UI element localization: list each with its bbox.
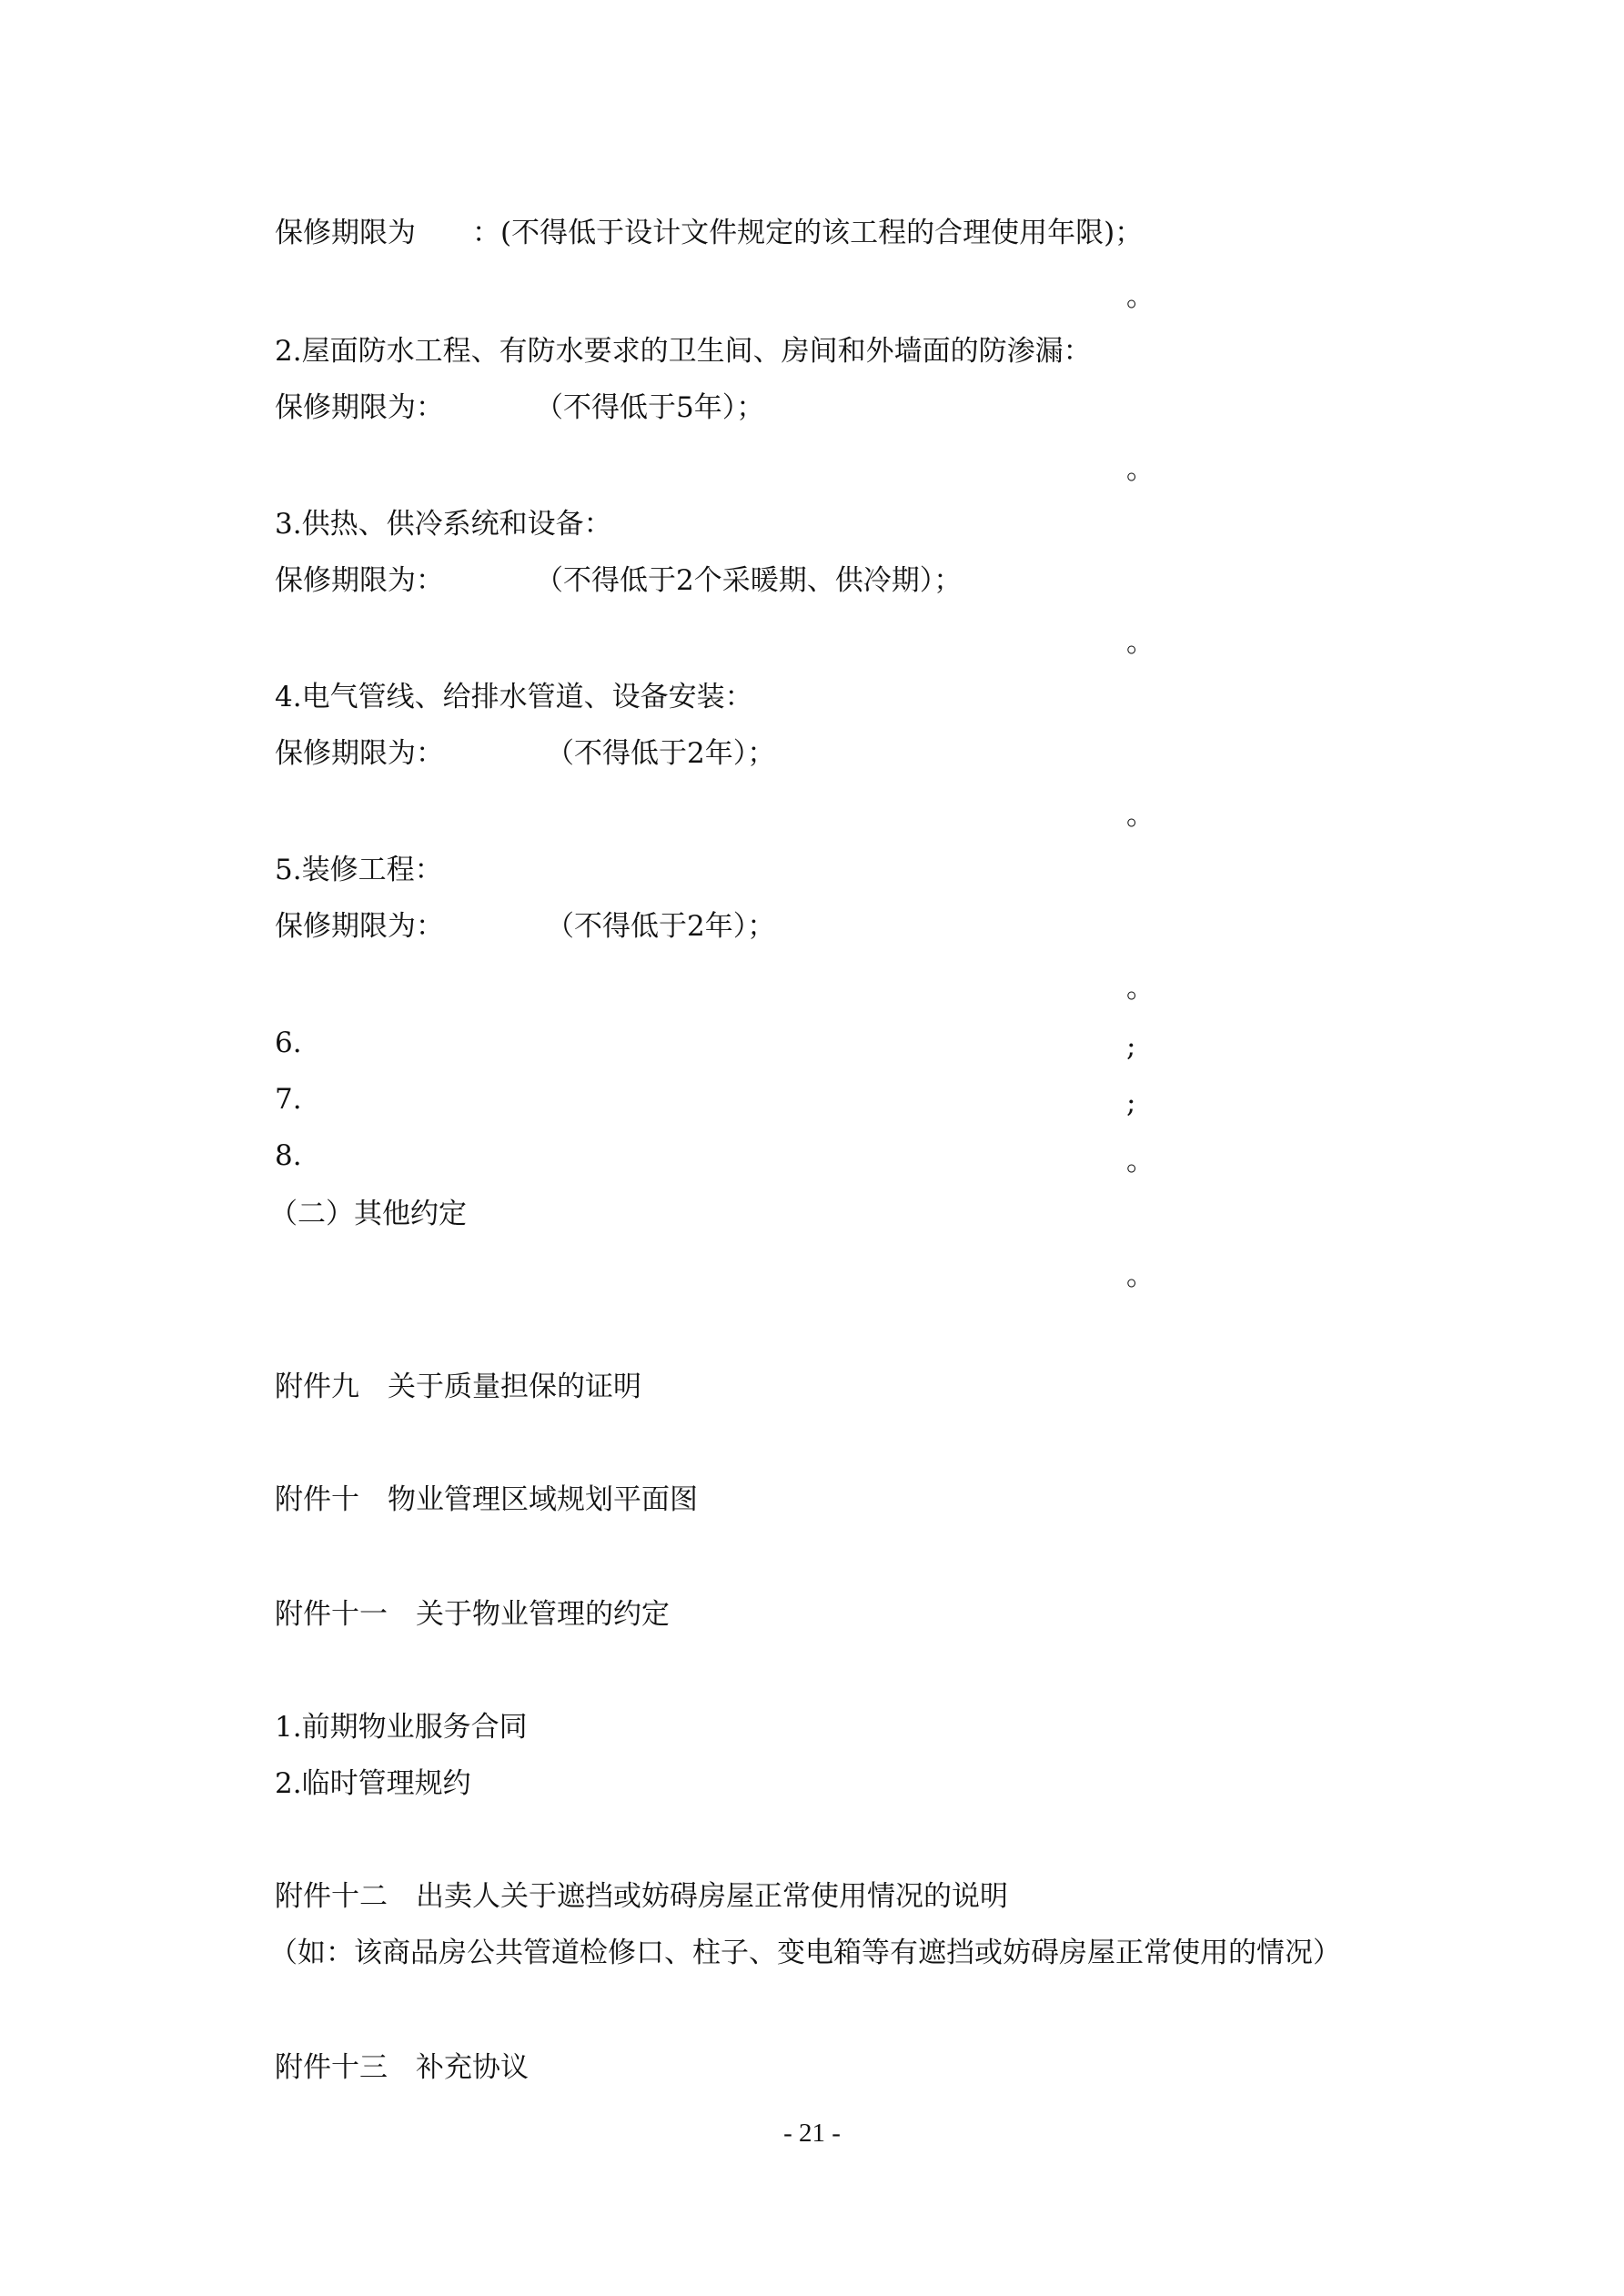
item-2-title: 2.屋面防水工程、有防水要求的卫生间、房间和外墙面的防渗漏： [275,335,1092,368]
page-number: - 21 - [783,2119,841,2148]
item-3-period: 保修期限为： （不得低于2个采暖期、供冷期）； [275,564,963,597]
semicolon-mark: ; [1126,1030,1136,1063]
attachment-11-item-1: 1.前期物业服务合同 [275,1711,528,1744]
attachment-9-heading: 附件九 关于质量担保的证明 [275,1371,641,1403]
end-mark: 。 [1126,1259,1155,1292]
semicolon-mark: ; [1126,1087,1136,1119]
attachment-12-heading: 附件十二 出卖人关于遮挡或妨碍房屋正常使用情况的说明 [275,1880,1008,1913]
item-8: 8. [275,1139,302,1172]
item-4-period: 保修期限为： （不得低于2年）； [275,737,776,770]
item-3-title: 3.供热、供冷系统和设备： [275,508,612,541]
item-6: 6. [275,1027,302,1059]
attachment-12-note: （如：该商品房公共管道检修口、柱子、变电箱等有遮挡或妨碍房屋正常使用的情况） [269,1937,1341,1969]
end-mark: 。 [1126,626,1155,659]
item-5-period: 保修期限为： （不得低于2年）； [275,910,776,943]
warranty-line-structure: 保修期限为 ：(不得低于设计文件规定的该工程的合理使用年限)； [275,217,1144,249]
item-2-period: 保修期限为： （不得低于5年）； [275,391,765,424]
attachment-11-item-2: 2.临时管理规约 [275,1767,471,1800]
other-agreements-heading: （二）其他约定 [269,1198,467,1230]
end-mark: 。 [1126,453,1155,486]
end-mark: 。 [1126,280,1155,313]
attachment-10-heading: 附件十 物业管理区域规划平面图 [275,1483,698,1516]
end-mark: 。 [1126,972,1155,1005]
end-mark: 。 [1126,1145,1155,1178]
attachment-13-heading: 附件十三 补充协议 [275,2051,529,2084]
item-7: 7. [275,1083,302,1116]
item-4-title: 4.电气管线、给排水管道、设备安装： [275,681,753,713]
attachment-11-heading: 附件十一 关于物业管理的约定 [275,1598,670,1631]
item-5-title: 5.装修工程： [275,854,443,886]
end-mark: 。 [1126,799,1155,832]
